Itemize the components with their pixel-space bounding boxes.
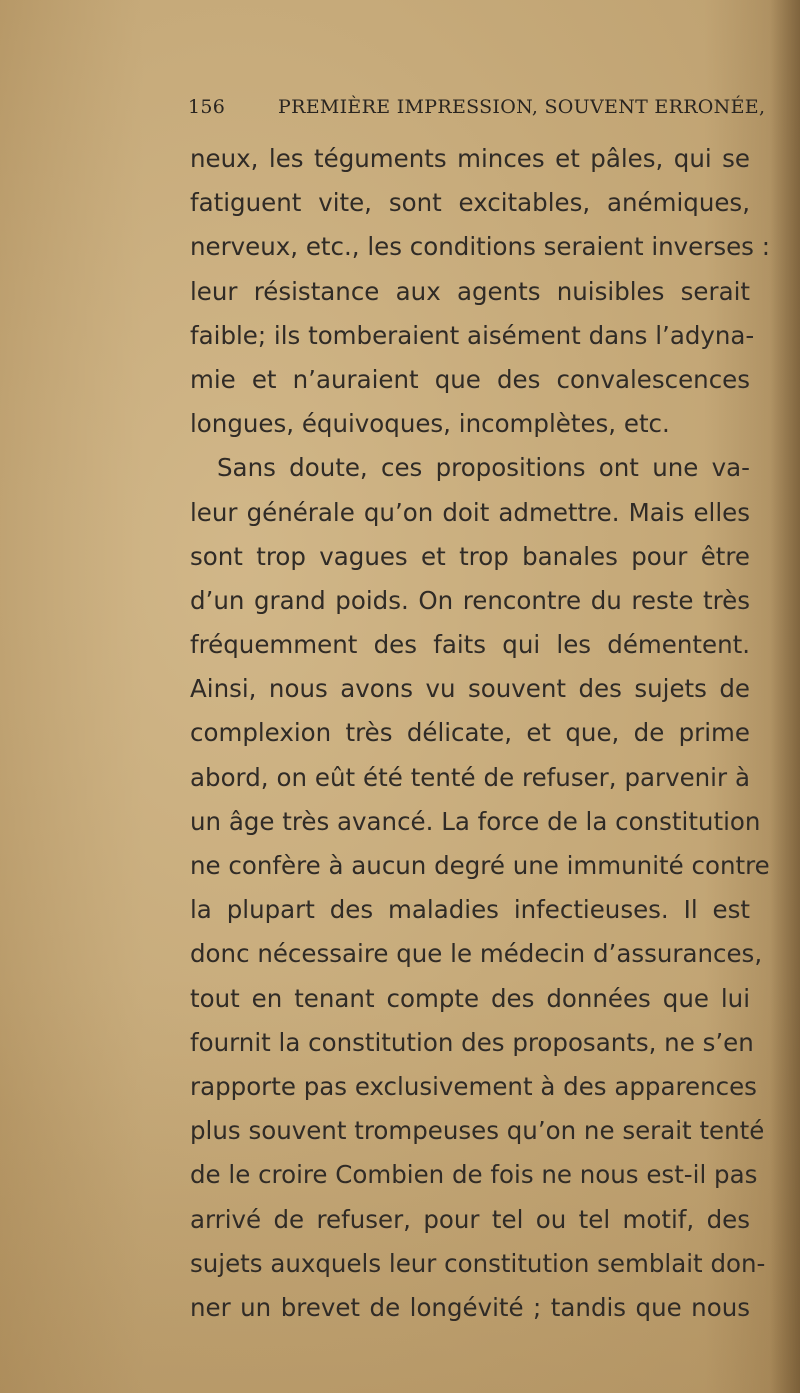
- text-line: de le croire Combien de fois ne nous est-il pas: [190, 1160, 758, 1190]
- running-header: [188, 96, 766, 118]
- text-line: sont trop vagues et trop banales pour être: [190, 541, 750, 571]
- text-line: nerveux, etc., les conditions seraient inverses :: [190, 232, 770, 262]
- text-line: la plupart des maladies infectieuses. Il est: [190, 895, 750, 925]
- text-line: fatiguent vite, sont excitables, anémiques,: [190, 188, 750, 218]
- text-line: neux, les téguments minces et pâles, qui se: [190, 144, 750, 173]
- text-line: faible; ils tomberaient aisément dans l’adyna-: [190, 320, 755, 350]
- text-line: un âge très avancé. La force de la constitution: [190, 806, 761, 836]
- text-line: arrivé de refuser, pour tel ou tel motif, des: [190, 1204, 750, 1234]
- paragraph-start-line: Sans doute, ces propositions ont une va-: [217, 453, 750, 483]
- text-line: abord, on eût été tenté de refuser, parvenir à: [190, 762, 750, 792]
- text-line: leur générale qu’on doit admettre. Mais elles: [190, 497, 750, 527]
- text-line: d’un grand poids. On rencontre du reste très: [190, 585, 750, 615]
- text-line: donc nécessaire que le médecin d’assurances,: [190, 939, 763, 969]
- text-line: tout en tenant compte des données que lui: [190, 983, 750, 1013]
- text-line: fréquemment des faits qui les démentent.: [190, 630, 750, 660]
- text-line: ner un brevet de longévité ; tandis que nous: [190, 1292, 750, 1322]
- running-title: PREMIÈRE IMPRESSION, SOUVENT ERRONÉE,: [278, 96, 766, 118]
- text-line: Ainsi, nous avons vu souvent des sujets de: [190, 674, 750, 704]
- text-line: leur résistance aux agents nuisibles serait: [190, 276, 750, 306]
- page-number: 156: [188, 96, 226, 118]
- text-line: ne confère à aucun degré une immunité contre: [190, 851, 770, 880]
- text-line: sujets auxquels leur constitution semblait don-: [190, 1248, 766, 1278]
- body-text: [190, 137, 770, 1330]
- text-line: complexion très délicate, et que, de prime: [190, 718, 750, 748]
- text-line: fournit la constitution des proposants, ne s’en: [190, 1027, 754, 1057]
- page-edge-shadow: [770, 0, 800, 1393]
- text-line: mie et n’auraient que des convalescences: [190, 364, 750, 394]
- paragraph-end-line: longues, équivoques, incomplètes, etc.: [190, 409, 670, 439]
- text-line: plus souvent trompeuses qu’on ne serait tenté: [190, 1116, 765, 1146]
- text-line: rapporte pas exclusivement à des apparences: [190, 1071, 757, 1101]
